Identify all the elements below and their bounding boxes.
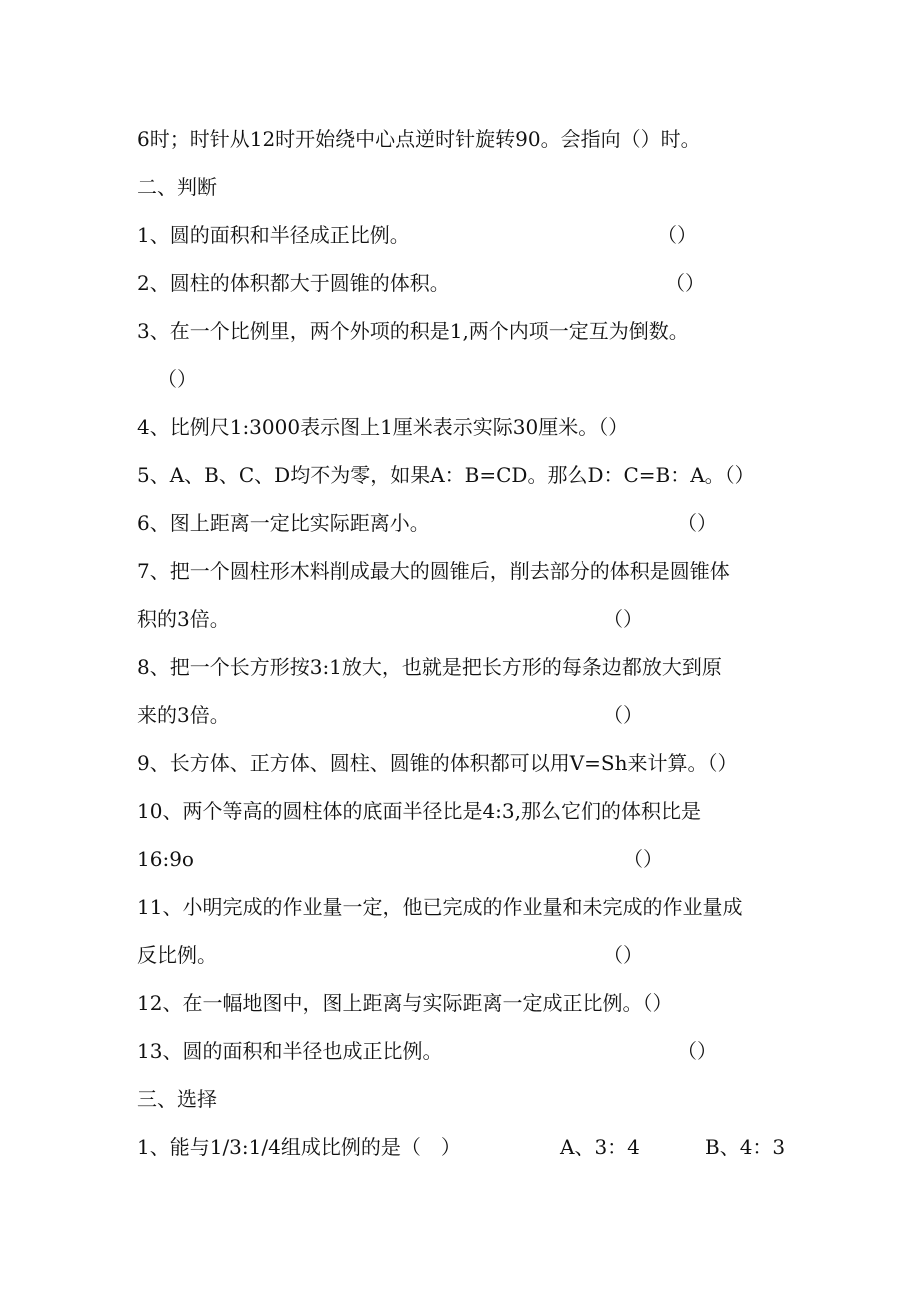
answer-blank: （） [657,223,697,247]
question-3: 3、在一个比例里，两个外项的积是1,两个内项一定互为倒数。 [137,319,689,343]
question-2: 2、圆柱的体积都大于圆锥的体积。 （） [137,268,830,298]
question-10-cont: 16:9o （） [137,844,830,874]
choice-question-1: 1、能与1/3:1/4组成比例的是（ ） A、3：4 B、4：3 [137,1132,830,1162]
question-9: 9、长方体、正方体、圆柱、圆锥的体积都可以用V=Sh来计算。（） [137,751,738,775]
question-11: 11、小明完成的作业量一定，他已完成的作业量和未完成的作业量成 [137,895,743,919]
question-8-cont: 来的3倍。 （） [137,700,830,730]
answer-blank: （） [603,943,643,967]
question-12: 12、在一幅地图中，图上距离与实际距离一定成正比例。（） [137,991,673,1015]
question-11-cont: 反比例。 （） [137,940,830,970]
section-heading-judgment: 二、判断 [137,175,217,199]
question-10: 10、两个等高的圆柱体的底面半径比是4:3,那么它们的体积比是 [137,799,701,823]
question-3-blank-line [137,364,830,394]
answer-blank: （） [157,367,197,391]
question-7-cont: 积的3倍。 （） [137,604,830,634]
section-heading-choice: 三、选择 [137,1087,217,1111]
answer-blank: （） [603,703,643,727]
question-13: 13、圆的面积和半径也成正比例。 （） [137,1036,830,1066]
answer-blank: （） [603,607,643,631]
answer-blank: （） [665,271,705,295]
question-7: 7、把一个圆柱形木料削成最大的圆锥后，削去部分的体积是圆锥体 [137,559,730,583]
answer-blank: （） [677,511,717,535]
answer-blank: （） [677,1039,717,1063]
choice-option-a: A、3：4 [560,1135,640,1159]
question-8: 8、把一个长方形按3:1放大，也就是把长方形的每条边都放大到原 [137,655,722,679]
question-5: 5、A、B、C、D均不为零，如果A：B=CD。那么D：C=B：A。（） [137,463,755,487]
question-6: 6、图上距离一定比实际距离小。 （） [137,508,830,538]
choice-option-b: B、4：3 [705,1135,786,1159]
text-line: 6时；时针从12时开始绕中心点逆时针旋转90。会指向（）时。 [137,127,701,151]
question-1: 1、圆的面积和半径成正比例。 （） [137,220,830,250]
answer-blank: （） [623,847,663,871]
question-4: 4、比例尺1:3000表示图上1厘米表示实际30厘米。（） [137,415,629,439]
